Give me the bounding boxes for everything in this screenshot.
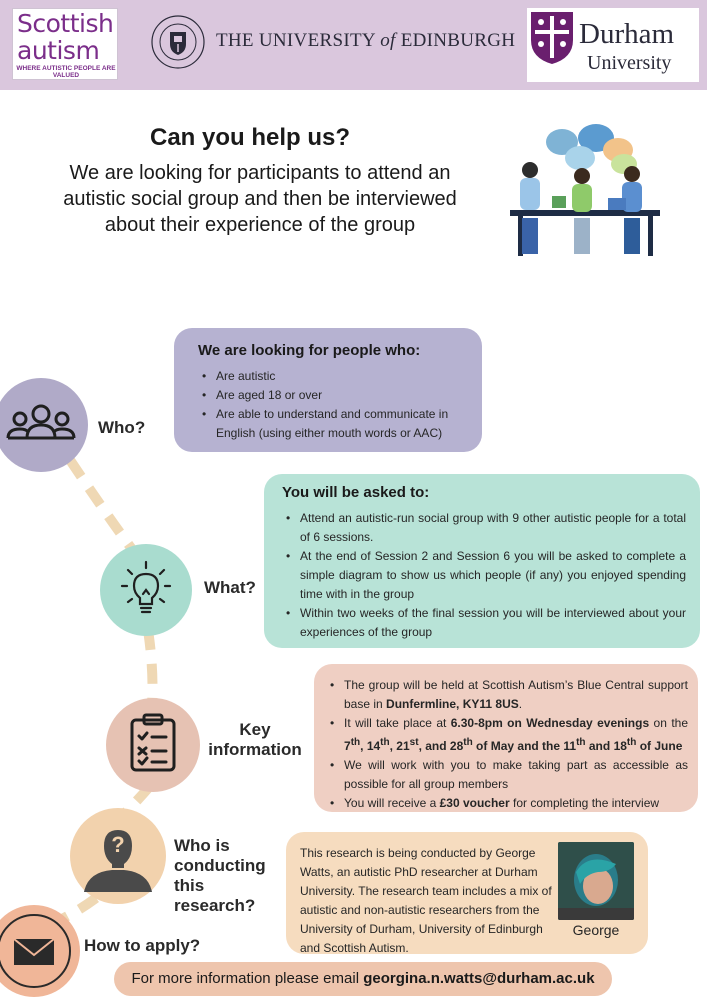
scottish-autism-tagline: WHERE AUTISTIC PEOPLE ARE VALUED [16,65,116,79]
svg-text:?: ? [111,832,125,857]
researcher-portrait-icon [558,842,634,920]
key-item4-text: You will receive a [344,796,440,810]
clipboard-checklist-icon [106,698,200,792]
list-item: • Are able to understand and communicate in English (using either mouth words or AAC) [198,405,464,443]
list-item: • Are aged 18 or over [198,386,464,405]
research-circle [70,808,166,904]
researcher-name: George [572,922,620,938]
key-item4-voucher: £30 voucher [439,796,510,810]
research-label-line1: Who is [174,836,230,855]
apply-circle [0,905,80,997]
key-item2-text: It will take place at [344,716,451,730]
scottish-autism-logo-line2: autism [17,36,100,65]
list-item [326,714,688,756]
what-heading: You will be asked to: [282,484,430,501]
researcher-photo [558,842,634,920]
research-label-line4: research? [174,896,256,915]
key-item1-location: Dunfermline, KY11 8US [386,697,519,711]
key-info-label-line2: information [208,740,302,759]
key-item4-end: for completing the interview [509,796,660,810]
durham-logo-line1: Durham [579,18,675,50]
durham-logo-line2: University [587,52,672,74]
what-label: What? [204,578,256,597]
who-label: Who? [98,418,146,437]
key-info-label-line1: Key [239,720,271,739]
key-item1-end: . [518,697,523,711]
research-info-box [286,832,648,954]
key-item2-mid: on the [649,716,688,730]
what-info-box [264,474,700,648]
group-people-icon [0,378,88,472]
research-label [174,836,266,916]
email-banner [114,962,612,996]
intro-text: We are looking for participants to attend an autistic social group and then be interviewed about their experience of the group [63,162,457,236]
list-item [326,794,688,813]
key-item2-dates: 7th, 14th, 21st, and 28th of May and the 11th and 18th of June [344,737,683,753]
list-item [326,676,688,714]
edinburgh-name-part1: THE UNIVERSITY [216,30,376,51]
list-item: • Attend an autistic-run social group with 9 other autistic people for a total of 6 sessions. [282,509,686,547]
who-heading: We are looking for people who: [198,342,421,359]
apply-label: How to apply? [84,936,201,955]
scottish-autism-logo-line1: Scottish [17,9,114,38]
research-label-line2: conducting [174,856,266,875]
who-info-box [174,328,482,452]
list-item: • We will work with you to make taking part as accessible as possible for all group members [326,756,688,794]
list-item: • At the end of Session 2 and Session 6 you will be asked to complete a simple diagram to show us which people (if any) you enjoyed spending time with in the group [282,547,686,604]
list-item: • Are autistic [198,367,464,386]
key-item2-time: 6.30-8pm on Wednesday evenings [450,716,650,730]
email-prompt: For more information please email [131,970,364,987]
key-info-label [204,720,306,760]
research-label-line3: this [174,876,205,895]
lightbulb-icon [100,544,192,636]
email-text [114,970,612,987]
what-list [282,509,686,642]
who-list [198,367,464,443]
what-circle [100,544,192,636]
envelope-icon [0,905,80,997]
page-title: Can you help us? [149,124,350,151]
key-info-circle [106,698,200,792]
unknown-person-icon [70,808,166,904]
edinburgh-name-of: of [380,30,396,51]
list-item: • Within two weeks of the final session you will be interviewed about your experiences of the group [282,604,686,642]
email-address-link[interactable]: georgina.n.watts@durham.ac.uk [363,970,595,987]
key-info-list [326,676,688,813]
edinburgh-name-part2: EDINBURGH [400,30,516,51]
research-description: This research is being conducted by George Watts, an autistic PhD researcher at Durham University. The research team includes a mix of autistic and non-autistic researchers from the University of Durham, University of Edinburgh and Scottish Autism. [300,846,552,955]
key-item1-text: The group will be held at Scottish Autism’s Blue Central support base in [344,678,688,711]
key-info-box [314,664,698,812]
who-circle [0,378,88,472]
